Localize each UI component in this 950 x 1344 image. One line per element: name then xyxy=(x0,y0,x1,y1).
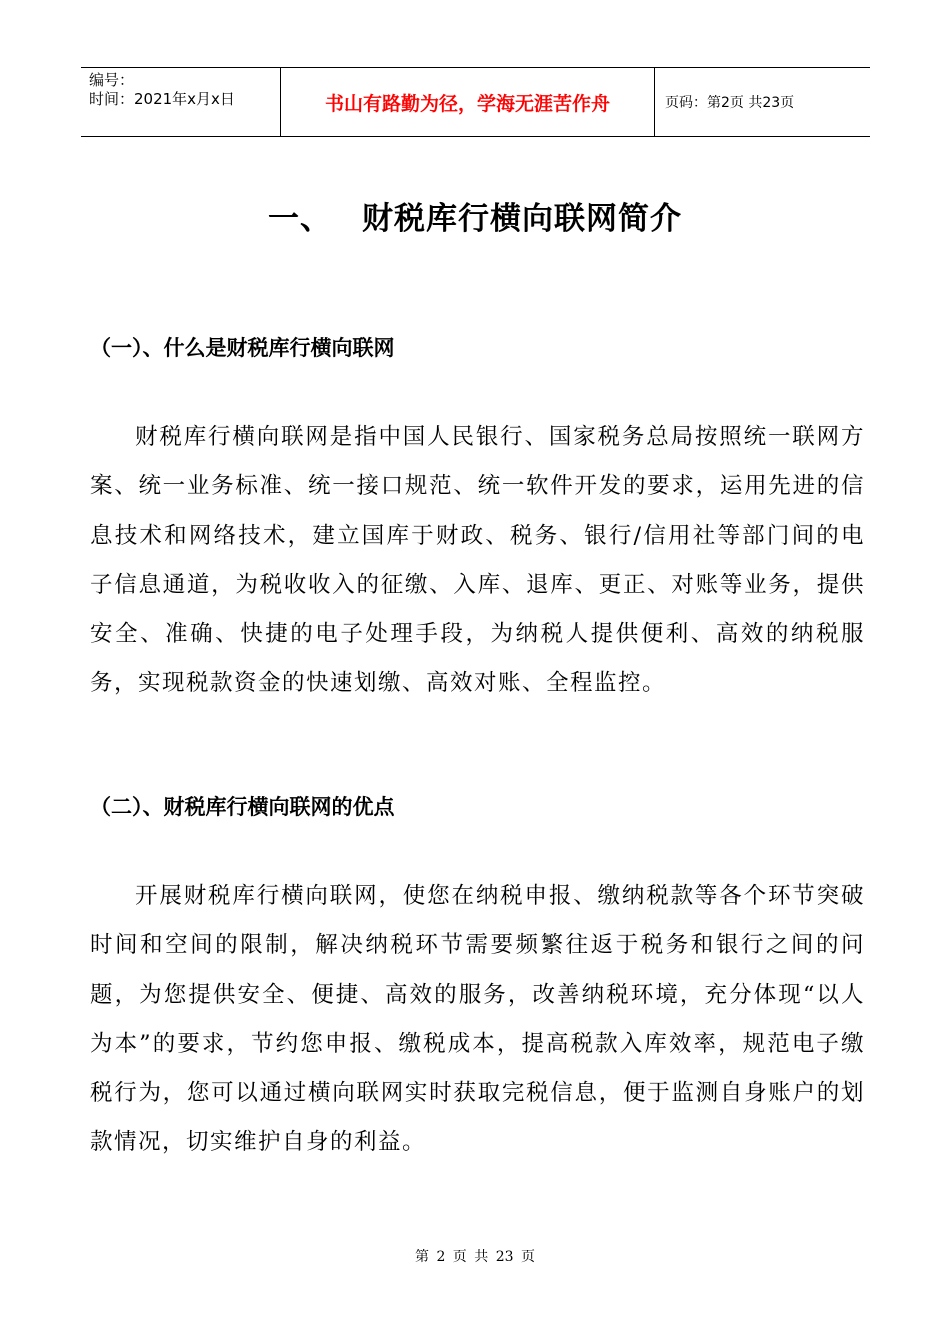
time-label: 时间：2021年x月x日 xyxy=(89,90,235,108)
header-page-cell xyxy=(655,68,870,136)
header-page-info: 页码：第2页 共23页 xyxy=(665,95,795,111)
number-label: 编号： xyxy=(89,71,135,89)
page-title xyxy=(0,193,950,238)
section-heading-2: （二）、财税库行横向联网的优点 xyxy=(90,795,395,819)
header-motto-cell xyxy=(281,68,655,136)
header-meta-cell xyxy=(81,68,281,136)
page-footer: 第 2 页 共 23 页 xyxy=(415,1249,535,1265)
section-paragraph-1: 财税库行横向联网是指中国人民银行、国家税务总局按照统一联网方案、统一业务标准、统一接口规范、统一软件开发的要求，运用先进的信息技术和网络技术，建立国库于财政、税务、银行/信用社等部门间的电子信息通道，为税收收入的征缴、入库、退库、更正、对账等业务，提供安全、准确、快捷的电子处理手段，为纳税人提供便利、高效的纳税服务，实现税款资金的快速划缴、高效对账、全程监控。 xyxy=(90,424,865,697)
title-text: 财税库行横向联网简介 xyxy=(362,201,682,237)
section-paragraph-2: 开展财税库行横向联网，使您在纳税申报、缴纳税款等各个环节突破时间和空间的限制，解决纳税环节需要频繁往返于税务和银行之间的问题，为您提供安全、便捷、高效的服务，改善纳税环境，充分体现“以人为本”的要求，节约您申报、缴税成本，提高税款入库效率，规范电子缴税行为，您可以通过横向联网实时获取完税信息，便于监测自身账户的划款情况，切实维护自身的利益。 xyxy=(90,883,865,1156)
header-motto: 书山有路勤为径，学海无涯苦作舟 xyxy=(324,92,610,115)
title-number: 一、 xyxy=(268,201,332,237)
section-heading-1: （一）、什么是财税库行横向联网 xyxy=(90,336,395,360)
document-header xyxy=(81,67,870,137)
